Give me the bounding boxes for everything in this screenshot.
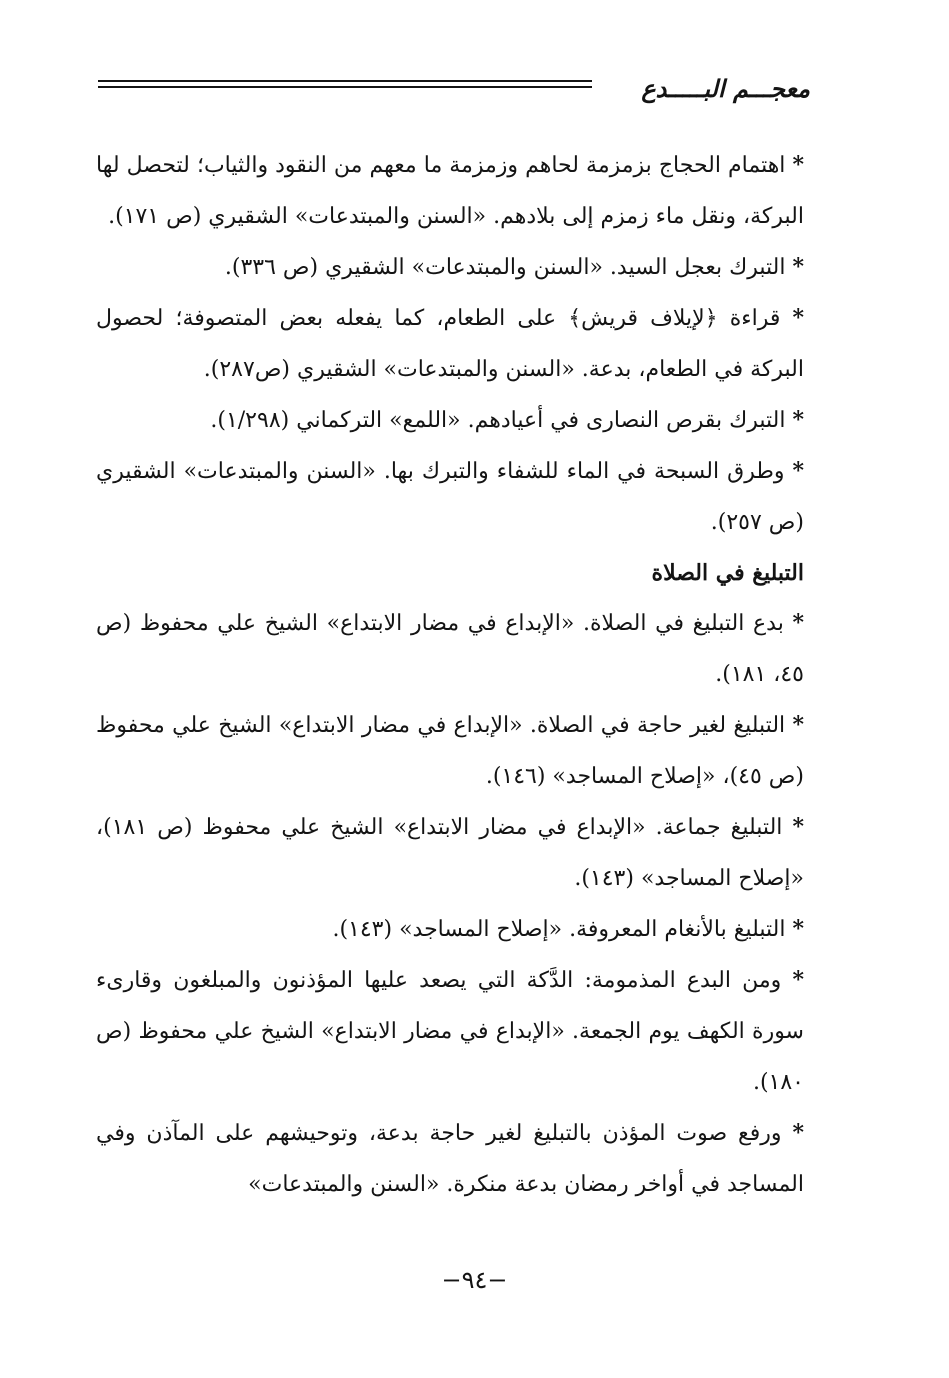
entry-text: التبليغ جماعة. «الإبداع في مضار الابتداع» الشيخ علي محفوظ (ص ١٨١)، «إصلاح المساجد» (١٤٣).: [96, 815, 804, 891]
entry-text: وطرق السبحة في الماء للشفاء والتبرك بها. «السنن والمبتدعات» الشقيري (ص ٢٥٧).: [96, 459, 804, 535]
entry-paragraph: [96, 700, 804, 802]
entry-paragraph: [96, 802, 804, 904]
entry-marker: *: [792, 305, 804, 331]
entry-text: التبليغ لغير حاجة في الصلاة. «الإبداع في مضار الابتداع» الشيخ علي محفوظ (ص ٤٥)، «إصلاح المساجد» (١٤٦).: [96, 713, 804, 789]
entry-marker: *: [792, 407, 804, 433]
entry-text: بدع التبليغ في الصلاة. «الإبداع في مضار الابتداع» الشيخ علي محفوظ (ص ٤٥، ١٨١).: [96, 611, 804, 687]
entry-text: التبليغ بالأنغام المعروفة. «إصلاح المساجد» (١٤٣).: [332, 917, 786, 942]
entry-paragraph: [96, 1108, 804, 1210]
running-header: [98, 72, 810, 106]
entry-marker: *: [792, 916, 804, 942]
header-double-rule: [98, 80, 592, 94]
entry-marker: *: [792, 254, 804, 280]
header-title: معجـــم البـــــدع: [641, 74, 810, 103]
page-body: [96, 140, 804, 1210]
entry-text: التبرك بعجل السيد. «السنن والمبتدعات» الشقيري (ص ٣٣٦).: [224, 255, 786, 280]
entry-paragraph: [96, 395, 804, 446]
entry-paragraph: [96, 446, 804, 548]
entry-marker: *: [792, 152, 804, 178]
entry-marker: *: [792, 458, 804, 484]
entry-text: اهتمام الحجاج بزمزمة لحاهم وزمزمة ما معهم من النقود والثياب؛ لتحصل لها البركة، ونقل ماء زمزم إلى بلادهم. «السنن والمبتدعات» الشقيري (ص ١٧١).: [96, 153, 804, 229]
entry-text: قراءة ﴿لإيلاف قريش﴾ على الطعام، كما يفعله بعض المتصوفة؛ لحصول البركة في الطعام، بدعة. «السنن والمبتدعات» الشقيري (ص٢٨٧).: [96, 306, 804, 382]
entry-paragraph: [96, 904, 804, 955]
entry-text: التبرك بقرص النصارى في أعيادهم. «اللمع» التركماني (١/٢٩٨).: [210, 408, 786, 433]
entry-marker: *: [792, 814, 804, 840]
entry-paragraph: [96, 955, 804, 1108]
header-rule-line: [98, 86, 592, 88]
header-rule-line: [98, 80, 592, 82]
section-heading: التبليغ في الصلاة: [651, 560, 804, 586]
entry-marker: *: [792, 712, 804, 738]
entry-paragraph: [96, 598, 804, 700]
entry-paragraph: [96, 140, 804, 242]
entry-marker: *: [792, 610, 804, 636]
entry-marker: *: [792, 967, 804, 993]
entry-paragraph: [96, 293, 804, 395]
entry-text: ومن البدع المذمومة: الدَّكة التي يصعد عليها المؤذنون والمبلغون وقارىء سورة الكهف يوم الجمعة. «الإبداع في مضار الابتداع» الشيخ علي محفوظ (ص ١٨٠).: [96, 968, 804, 1095]
entry-marker: *: [792, 1120, 804, 1146]
entry-paragraph: [96, 242, 804, 293]
page-number: −٩٤−: [441, 1266, 508, 1294]
entry-text: ورفع صوت المؤذن بالتبليغ لغير حاجة بدعة، وتوحيشهم على المآذن وفي المساجد في أواخر رمضان بدعة منكرة. «السنن والمبتدعات»: [96, 1121, 804, 1197]
